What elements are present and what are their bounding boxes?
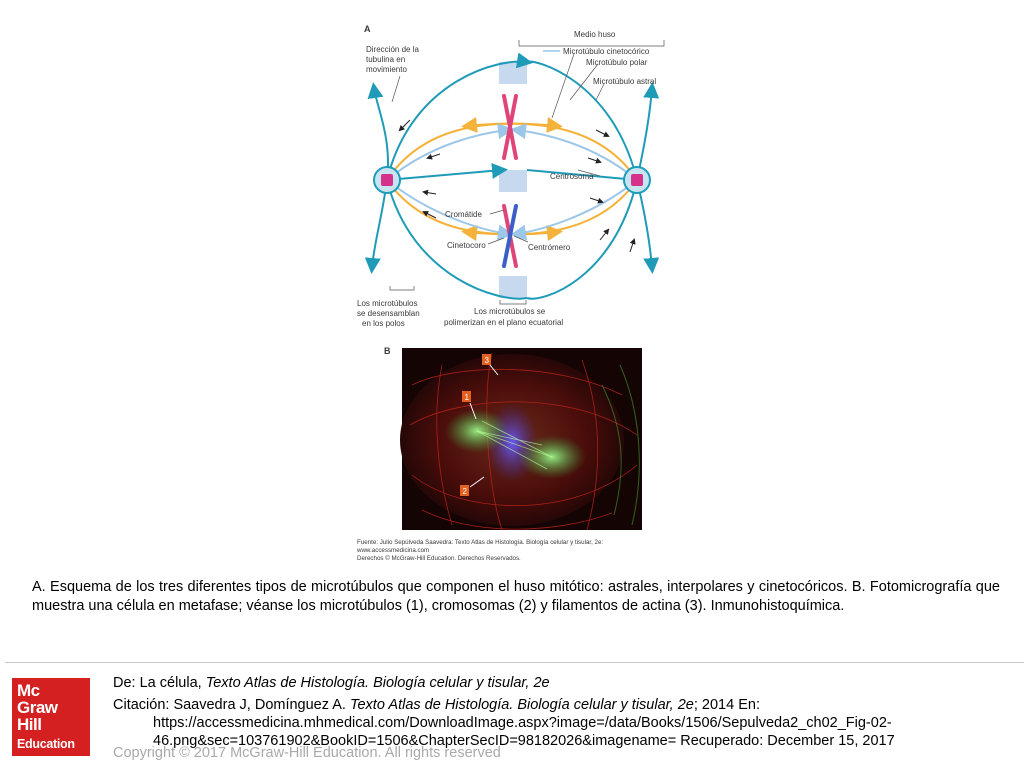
- label-direccion: Dirección de la tubulina en movimiento: [366, 45, 419, 74]
- divider: [5, 662, 1024, 663]
- mcgraw-hill-logo: Mc Graw Hill Education: [12, 678, 90, 756]
- centrosome-left: [374, 167, 400, 193]
- centrosome-right: [624, 167, 650, 193]
- label-polimerizan: Los microtúbulos se polimerizan en el plano ecuatorial: [444, 307, 564, 327]
- source-line: De: La célula, Texto Atlas de Histología. Biología celular y tisular, 2e: [113, 675, 550, 691]
- label-cinetocoro: Cinetocoro: [447, 241, 486, 250]
- citation-block: [113, 674, 1013, 750]
- spindle-diagram: [352, 18, 672, 340]
- chromosome-top: [504, 96, 516, 158]
- label-microtubulo-cinetocorico: Microtúbulo cinetocórico: [563, 47, 650, 56]
- equatorial-plane-mid: [499, 170, 527, 192]
- micrograph-image: [400, 348, 642, 530]
- copyright-notice: Copyright © 2017 McGraw-Hill Education. All rights reserved: [113, 745, 501, 761]
- citation-url-line-2[interactable]: 46.png&sec=103761902&BookID=1506&ChapterSecID=98182026&imagename= Recuperado: December 15, 2017: [153, 733, 895, 749]
- panel-label-b: B: [384, 346, 391, 356]
- micrograph-source: Fuente: Julio Sepúlveda Saavedra: Texto Atlas de Histología. Biología celular y tisular, 2e: www.accessmedicina.com Derechos © McGraw-Hill Education. Derechos Reservados.: [357, 539, 604, 562]
- label-microtubulo-polar: Microtúbulo polar: [586, 58, 648, 67]
- figure-caption: A. Esquema de los tres diferentes tipos de microtúbulos que componen el huso mitótico: astrales, interpolares y cinetocóricos. B. Fotomicrografía que muestra una célula en metafase; véanse los microtúbulos (1), cromosomas (2) y filamentos de actina (3). Inmunohistoquímica.: [32, 579, 1000, 614]
- equatorial-plane-top: [499, 62, 527, 84]
- label-cromatide: Cromátide: [445, 210, 482, 219]
- label-centromero: Centrómero: [528, 243, 571, 252]
- svg-text:2: 2: [462, 487, 467, 496]
- label-medio-huso: Medio huso: [574, 30, 616, 39]
- citation-url-line-1[interactable]: https://accessmedicina.mhmedical.com/DownloadImage.aspx?image=/data/Books/1506/Sepulveda2_ch02_Fig-02-: [153, 715, 892, 731]
- svg-text:3: 3: [484, 356, 489, 365]
- panel-label-a: A: [364, 24, 371, 34]
- svg-text:1: 1: [464, 393, 469, 402]
- label-centrosoma: Centrosoma: [550, 172, 594, 181]
- label-microtubulo-astral: Microtúbulo astral: [593, 77, 657, 86]
- citation-line: Citación: Saavedra J, Domínguez A. Texto Atlas de Histología. Biología celular y tisular, 2e; 2014 En:: [113, 697, 760, 713]
- equatorial-plane-bottom: [499, 276, 527, 298]
- micrograph-figure: [352, 345, 672, 565]
- label-desensamblan: Los microtúbulos se desensamblan en los polos: [357, 299, 420, 328]
